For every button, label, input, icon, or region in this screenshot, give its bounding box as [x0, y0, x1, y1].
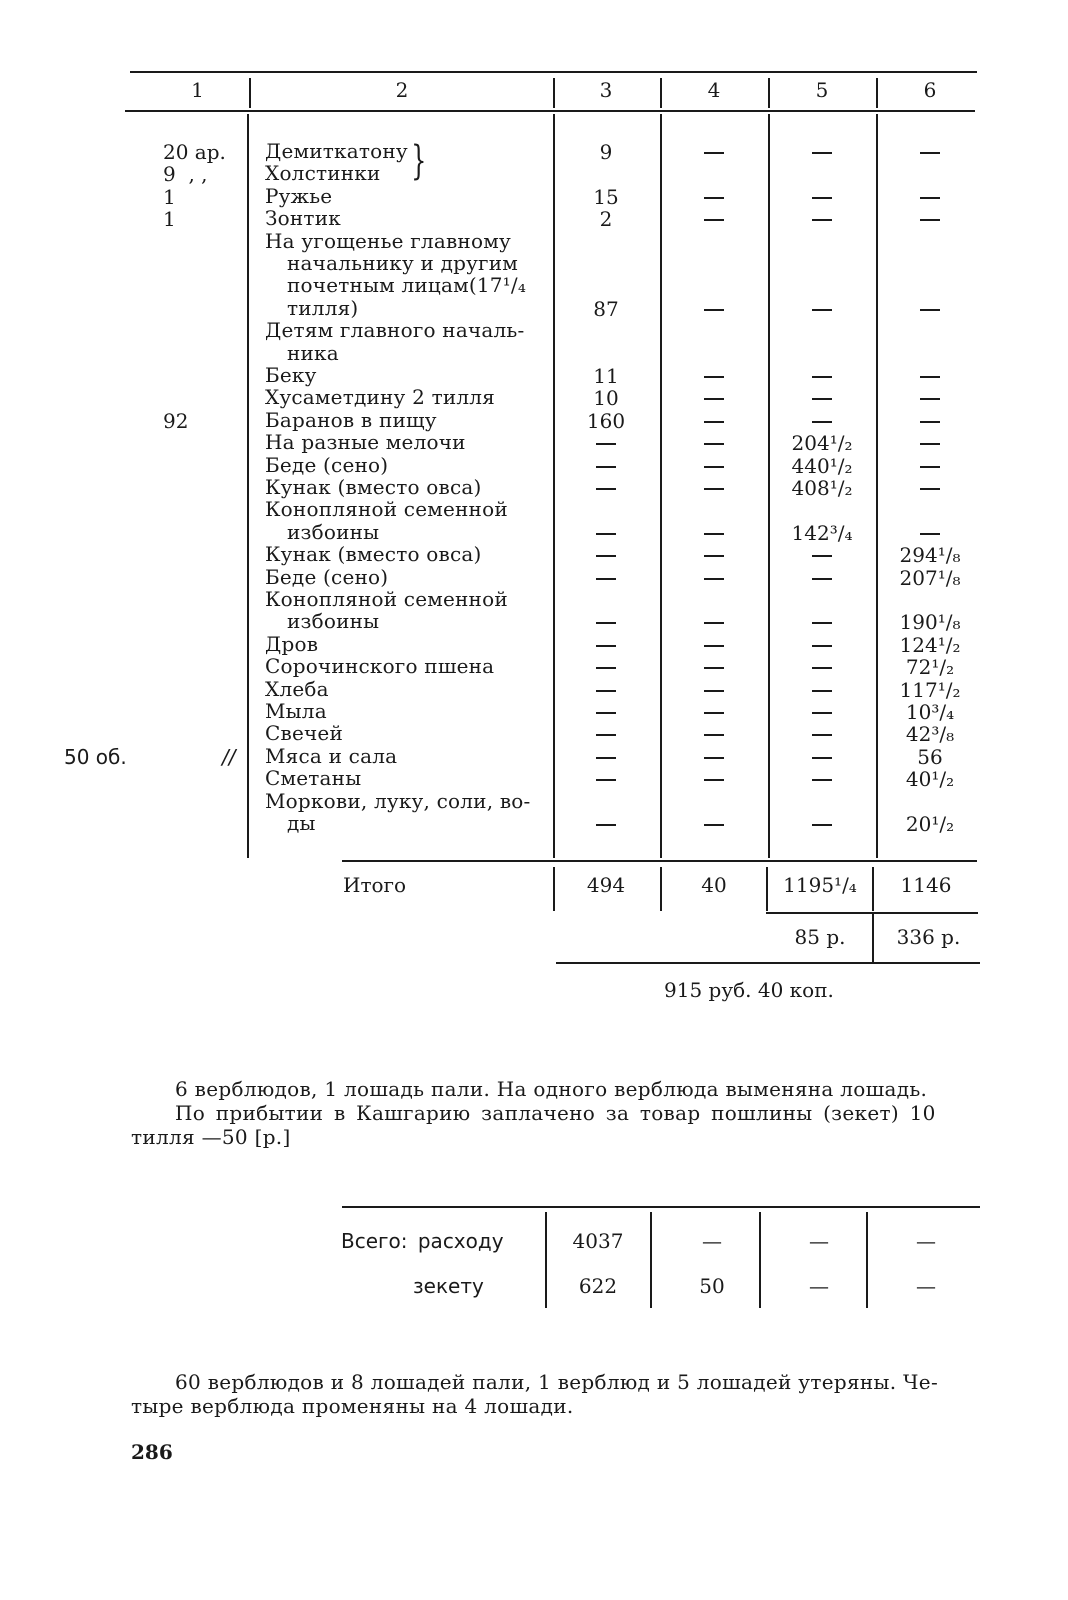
itogo-divider-3 — [766, 867, 768, 911]
empty-cell-dash — [704, 309, 724, 311]
empty-cell-dash — [920, 533, 940, 535]
empty-cell-dash — [812, 219, 832, 221]
empty-cell-dash — [596, 578, 616, 580]
empty-cell-dash — [704, 734, 724, 736]
rubles-divider — [872, 914, 874, 962]
row-description: Кунак (вместо овса) — [265, 542, 482, 567]
margin-folio: 50 об. — [64, 745, 127, 769]
row-description: Зонтик — [265, 206, 341, 231]
row-value-c6: 190¹/₈ — [899, 610, 961, 635]
summary-r1c4: — — [702, 1229, 722, 1253]
row-description: Хусаметдину 2 тилля — [265, 385, 495, 410]
empty-cell-dash — [812, 824, 832, 826]
empty-cell-dash — [704, 152, 724, 154]
paragraph1-line2: По прибытии в Кашгарию заплачено за товар пошлины (зекет) 10 — [175, 1101, 936, 1125]
row-description: Конопляной семенной — [265, 587, 508, 611]
grand-total: 915 руб. 40 коп. — [664, 978, 834, 1002]
row-brace: } — [411, 138, 427, 184]
empty-cell-dash — [704, 488, 724, 490]
paragraph2-line2: тыре верблюда променяны на 4 лошади. — [131, 1394, 574, 1418]
itogo-col4: 40 — [701, 873, 727, 897]
row-value-c3: 160 — [586, 408, 626, 433]
empty-cell-dash — [596, 734, 616, 736]
row-value-c5: 408¹/₂ — [791, 476, 853, 500]
empty-cell-dash — [704, 712, 724, 714]
summary-r2c4: 50 — [699, 1274, 725, 1298]
empty-cell-dash — [920, 197, 940, 199]
col-header-1: 1 — [191, 78, 204, 102]
empty-cell-dash — [812, 578, 832, 580]
rubles-col6: 336 р. — [896, 925, 961, 949]
row-description: Беде (сено) — [265, 452, 389, 477]
row-value-c3: 87 — [593, 296, 619, 321]
row-description: ника — [287, 340, 339, 365]
empty-cell-dash — [812, 734, 832, 736]
empty-cell-dash — [920, 219, 940, 221]
margin-mark: // — [222, 745, 236, 769]
empty-cell-dash — [596, 645, 616, 647]
grand-total-rule — [556, 962, 980, 964]
row-description: Конопляной семенной — [265, 497, 508, 522]
row-value-c5: 440¹/₂ — [791, 453, 853, 478]
row-quantity: 92 — [163, 408, 189, 433]
empty-cell-dash — [920, 421, 940, 423]
empty-cell-dash — [704, 757, 724, 759]
body-divider-1 — [247, 114, 249, 858]
col-header-5: 5 — [815, 78, 829, 102]
row-description: начальнику и другим — [287, 251, 519, 275]
empty-cell-dash — [920, 376, 940, 378]
row-value-c5: 204¹/₂ — [791, 431, 853, 456]
empty-cell-dash — [704, 466, 724, 468]
row-value-c6: 124¹/₂ — [899, 632, 961, 657]
empty-cell-dash — [812, 757, 832, 759]
body-divider-2 — [553, 114, 555, 858]
summary-r2c6: — — [916, 1274, 936, 1298]
row-value-c6: 40¹/₂ — [905, 767, 955, 792]
row-description: Моркови, луку, соли, во- — [265, 788, 531, 813]
body-divider-4 — [768, 114, 770, 858]
row-description: Сметаны — [265, 766, 362, 791]
row-quantity: 20 ар. — [163, 140, 226, 164]
empty-cell-dash — [812, 421, 832, 423]
summary-divider-1 — [545, 1212, 547, 1308]
empty-cell-dash — [704, 824, 724, 826]
row-value-c6: 56 — [917, 744, 943, 769]
row-description: Ружье — [265, 183, 333, 208]
row-description: Детям главного началь- — [265, 318, 525, 343]
empty-cell-dash — [812, 398, 832, 400]
header-divider-4 — [768, 78, 770, 108]
empty-cell-dash — [812, 152, 832, 154]
row-value-c3: 10 — [593, 386, 619, 411]
summary-r1c3: 4037 — [572, 1229, 624, 1253]
empty-cell-dash — [812, 667, 832, 669]
empty-cell-dash — [704, 622, 724, 624]
row-description: Мяса и сала — [265, 743, 398, 768]
empty-cell-dash — [704, 555, 724, 557]
empty-cell-dash — [704, 779, 724, 781]
body-divider-3 — [660, 114, 662, 858]
empty-cell-dash — [704, 197, 724, 199]
table-top-rule — [130, 71, 977, 73]
empty-cell-dash — [596, 533, 616, 535]
summary-r1c5: — — [809, 1229, 829, 1253]
empty-cell-dash — [920, 466, 940, 468]
empty-cell-dash — [812, 555, 832, 557]
row-quantity: 1 — [163, 184, 176, 209]
header-divider-3 — [660, 78, 662, 108]
empty-cell-dash — [596, 690, 616, 692]
row-value-c6: 10³/₄ — [905, 700, 955, 724]
empty-cell-dash — [704, 376, 724, 378]
col-header-2: 2 — [395, 78, 409, 102]
empty-cell-dash — [812, 712, 832, 714]
empty-cell-dash — [920, 488, 940, 490]
row-value-c6: 207¹/₈ — [899, 565, 961, 590]
col-header-6: 6 — [923, 78, 937, 102]
summary-r2c5: — — [809, 1274, 829, 1298]
paragraph2-line1: 60 верблюдов и 8 лошадей пали, 1 верблюд и 5 лошадей утеряны. Че- — [175, 1370, 938, 1394]
itogo-divider-1 — [553, 867, 555, 911]
empty-cell-dash — [704, 578, 724, 580]
row-description: Беку — [265, 363, 317, 387]
empty-cell-dash — [596, 466, 616, 468]
empty-cell-dash — [704, 421, 724, 423]
row-value-c3: 15 — [593, 184, 619, 209]
row-quantity: 9 , , — [163, 162, 208, 187]
row-description: Холстинки — [265, 161, 381, 186]
row-description: Сорочинского пшена — [265, 654, 495, 679]
row-value-c6: 20¹/₂ — [905, 812, 955, 836]
empty-cell-dash — [920, 309, 940, 311]
row-value-c3: 2 — [599, 207, 613, 232]
empty-cell-dash — [704, 533, 724, 535]
empty-cell-dash — [704, 398, 724, 400]
table-header-rule — [125, 110, 975, 112]
empty-cell-dash — [812, 690, 832, 692]
empty-cell-dash — [596, 757, 616, 759]
empty-cell-dash — [812, 645, 832, 647]
row-description: Хлеба — [265, 676, 329, 701]
row-description: Баранов в пищу — [265, 407, 437, 432]
row-description: избоины — [287, 609, 380, 634]
empty-cell-dash — [704, 443, 724, 445]
empty-cell-dash — [920, 443, 940, 445]
row-description: почетным лицам(17¹/₄ — [287, 273, 527, 298]
row-description: избоины — [287, 519, 380, 544]
row-description: Дров — [265, 631, 319, 656]
summary-divider-2 — [650, 1212, 652, 1308]
itogo-divider-4 — [872, 867, 874, 911]
empty-cell-dash — [812, 197, 832, 199]
row-description: На разные мелочи — [265, 430, 466, 455]
empty-cell-dash — [596, 779, 616, 781]
itogo-label: Итого — [343, 873, 407, 897]
itogo-top-rule — [342, 860, 977, 862]
summary-top-rule — [342, 1206, 980, 1208]
itogo-divider-2 — [660, 867, 662, 911]
summary-label-expense: Всего: расходу — [341, 1229, 504, 1253]
empty-cell-dash — [596, 555, 616, 557]
page-number: 286 — [131, 1440, 173, 1464]
summary-label-zeket: зекету — [413, 1274, 484, 1298]
row-value-c3: 11 — [593, 364, 619, 388]
row-value-c6: 72¹/₂ — [905, 655, 955, 680]
empty-cell-dash — [812, 376, 832, 378]
col-header-3: 3 — [599, 78, 613, 102]
paragraph1-line3: тилля —50 [р.] — [131, 1125, 291, 1149]
empty-cell-dash — [812, 309, 832, 311]
summary-r1c6: — — [916, 1229, 936, 1253]
empty-cell-dash — [704, 690, 724, 692]
empty-cell-dash — [596, 712, 616, 714]
empty-cell-dash — [596, 443, 616, 445]
row-value-c6: 294¹/₈ — [899, 543, 961, 568]
empty-cell-dash — [704, 645, 724, 647]
header-divider-5 — [876, 78, 878, 108]
row-value-c6: 117¹/₂ — [899, 677, 961, 702]
empty-cell-dash — [704, 219, 724, 221]
row-description: Мыла — [265, 699, 327, 723]
row-description: Кунак (вместо овса) — [265, 475, 482, 499]
paragraph1-line1: 6 верблюдов, 1 лошадь пали. На одного верблюда выменяна лошадь. — [175, 1077, 928, 1101]
itogo-col6: 1146 — [900, 873, 952, 897]
summary-r2c3: 622 — [578, 1274, 618, 1298]
empty-cell-dash — [596, 667, 616, 669]
row-value-c6: 42³/₈ — [905, 722, 955, 747]
header-divider-2 — [553, 78, 555, 108]
row-description: ды — [287, 811, 316, 835]
row-description: Беде (сено) — [265, 564, 389, 589]
col-header-4: 4 — [707, 78, 721, 102]
row-description: Свечей — [265, 721, 343, 746]
empty-cell-dash — [596, 824, 616, 826]
empty-cell-dash — [812, 622, 832, 624]
itogo-col5: 1195¹/₄ — [783, 873, 857, 897]
header-divider-1 — [249, 78, 251, 108]
rubles-col5: 85 р. — [794, 925, 846, 949]
row-value-c5: 142³/₄ — [791, 520, 853, 545]
row-quantity: 1 — [163, 207, 176, 232]
row-value-c3: 9 — [599, 140, 613, 164]
empty-cell-dash — [704, 667, 724, 669]
empty-cell-dash — [920, 152, 940, 154]
row-description: Демиткатону — [265, 139, 408, 163]
itogo-col3: 494 — [586, 873, 626, 897]
row-description: тилля) — [287, 295, 359, 320]
empty-cell-dash — [920, 398, 940, 400]
body-divider-5 — [876, 114, 878, 858]
empty-cell-dash — [596, 622, 616, 624]
row-description: На угощенье главному — [265, 228, 511, 253]
empty-cell-dash — [812, 779, 832, 781]
empty-cell-dash — [596, 488, 616, 490]
